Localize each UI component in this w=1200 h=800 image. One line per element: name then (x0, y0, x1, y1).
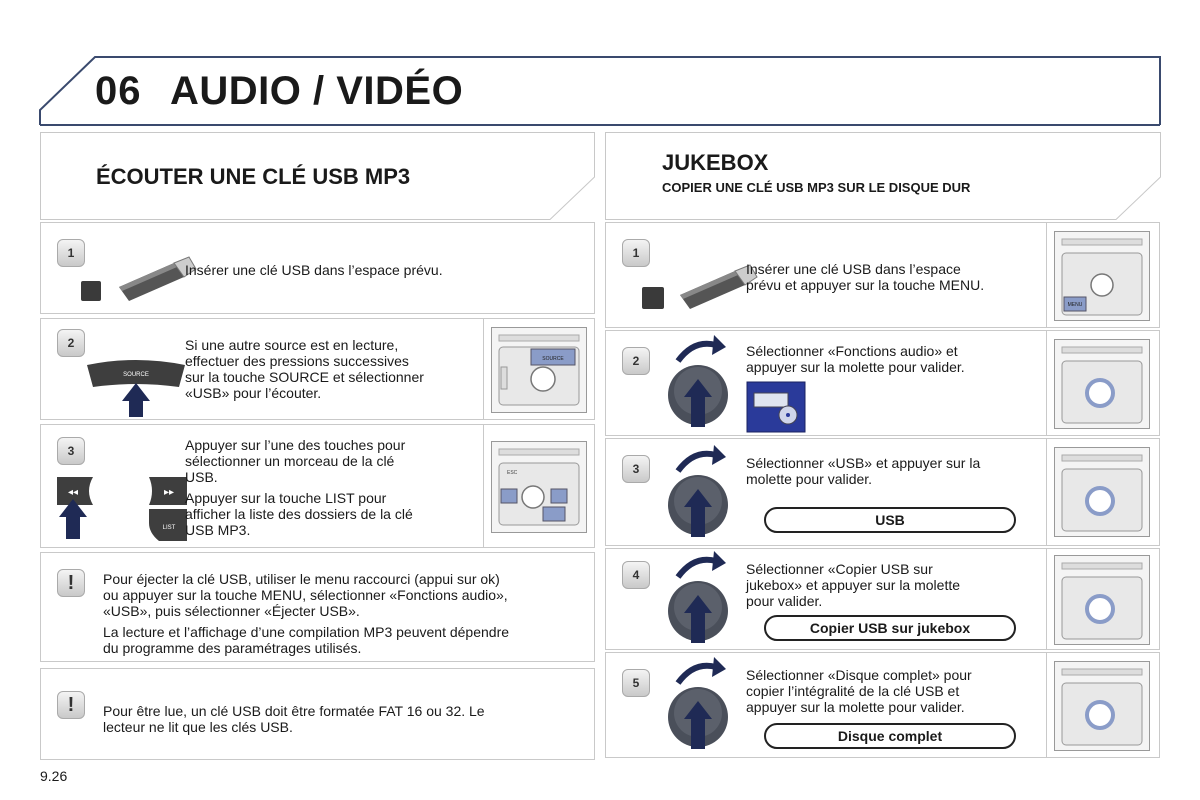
divider (1046, 653, 1047, 757)
right-section-title: JUKEBOX (662, 150, 769, 175)
divider (1046, 549, 1047, 649)
knob-press-icon (664, 333, 744, 435)
source-key-icon (81, 355, 191, 419)
right-step-5-text: Sélectionner «Disque complet» pour copier l’intégralité de la clé USB et appuyer sur la molette pour valider. (746, 667, 972, 715)
right-step-3-text: Sélectionner «USB» et appuyer sur la molette pour valider. (746, 455, 981, 487)
radio-panel-knob-thumbnail (1054, 447, 1150, 537)
knob-press-icon (664, 549, 744, 649)
thumb-source-label: SOURCE (542, 356, 564, 362)
warning-icon: ! (57, 569, 85, 597)
page-number: 9.26 (40, 768, 68, 784)
chapter-title: AUDIO / VIDÉO (170, 69, 464, 113)
left-step-2-text: Si une autre source est en lecture, effectuer des pressions successives sur la touche SOURCE et sélectionner «USB» pour l’écouter. (185, 337, 424, 401)
thumb-esc-label: ESC (507, 470, 518, 476)
right-section-header (605, 132, 1161, 220)
source-key-label: SOURCE (123, 372, 149, 378)
right-step-3 (605, 438, 1160, 546)
next-key-label: ▸▸ (163, 487, 175, 498)
left-step-3 (40, 424, 595, 548)
step-badge: 5 (622, 669, 650, 697)
divider (483, 319, 484, 419)
radio-panel-tracks-thumbnail (491, 441, 587, 533)
divider (1046, 331, 1047, 435)
step-badge: 4 (622, 561, 650, 589)
step-badge: 1 (57, 239, 85, 267)
next-track-list-key-icon (129, 473, 189, 543)
divider (1046, 223, 1047, 327)
divider (1046, 439, 1047, 545)
left-note-2 (40, 668, 595, 760)
prev-key-label: ◂◂ (67, 487, 79, 498)
right-step-1 (605, 222, 1160, 328)
radio-panel-source-thumbnail (491, 327, 587, 413)
left-note-2-text: Pour être lue, un clé USB doit être formatée FAT 16 ou 32. Le lecteur ne lit que les clés USB. (103, 703, 485, 735)
left-note-1-text: Pour éjecter la clé USB, utiliser le menu raccourci (appui sur ok) ou appuyer sur la touche MENU, sélectionner «Fonctions audio», «USB», puis sélectionner «Éjecter USB». La lecture et l’affichage d’une compilation MP3 peuvent dépendre du programme des paramétrages utilisés. (103, 571, 510, 656)
step-badge: 3 (57, 437, 85, 465)
right-section-subtitle: COPIER UNE CLÉ USB MP3 SUR LE DISQUE DUR (662, 180, 971, 195)
knob-press-icon (664, 655, 744, 757)
right-step-4 (605, 548, 1160, 650)
copy-usb-to-jukebox-option[interactable]: Copier USB sur jukebox (764, 615, 1016, 641)
thumb-menu-label: MENU (1067, 302, 1083, 308)
left-step-3-text: Appuyer sur l’une des touches pour sélectionner un morceau de la clé USB. Appuyer sur la touche LIST pour afficher la liste des dossiers de la clé USB MP3. (185, 437, 413, 538)
full-disc-option[interactable]: Disque complet (764, 723, 1016, 749)
right-step-4-text: Sélectionner «Copier USB sur jukebox» et appuyer sur la molette pour valider. (746, 561, 961, 609)
radio-panel-knob-thumbnail (1054, 339, 1150, 429)
left-section-title: ÉCOUTER UNE CLÉ USB MP3 (96, 164, 411, 189)
step-badge: 3 (622, 455, 650, 483)
usb-menu-option[interactable]: USB (764, 507, 1016, 533)
chapter-number: 06 (95, 69, 142, 113)
right-step-1-text: Insérer une clé USB dans l’espace prévu et appuyer sur la touche MENU. (746, 261, 985, 293)
step-badge: 1 (622, 239, 650, 267)
right-step-2 (605, 330, 1160, 436)
divider (483, 425, 484, 547)
usb-stick-icon (640, 251, 760, 311)
right-step-5 (605, 652, 1160, 758)
left-note-1 (40, 552, 595, 662)
knob-press-icon (664, 443, 744, 545)
warning-icon: ! (57, 691, 85, 719)
radio-panel-menu-thumbnail (1054, 231, 1150, 321)
step-badge: 2 (622, 347, 650, 375)
left-step-1 (40, 222, 595, 314)
left-step-1-text: Insérer une clé USB dans l’espace prévu. (185, 262, 443, 278)
radio-panel-knob-thumbnail (1054, 661, 1150, 751)
disc-jukebox-icon (746, 381, 806, 433)
usb-stick-icon (79, 243, 199, 303)
radio-panel-knob-thumbnail (1054, 555, 1150, 645)
left-step-2 (40, 318, 595, 420)
prev-track-key-icon (55, 473, 105, 543)
list-key-label: LIST (162, 525, 176, 531)
right-step-2-text: Sélectionner «Fonctions audio» et appuyer sur la molette pour valider. (746, 343, 965, 375)
step-badge: 2 (57, 329, 85, 357)
